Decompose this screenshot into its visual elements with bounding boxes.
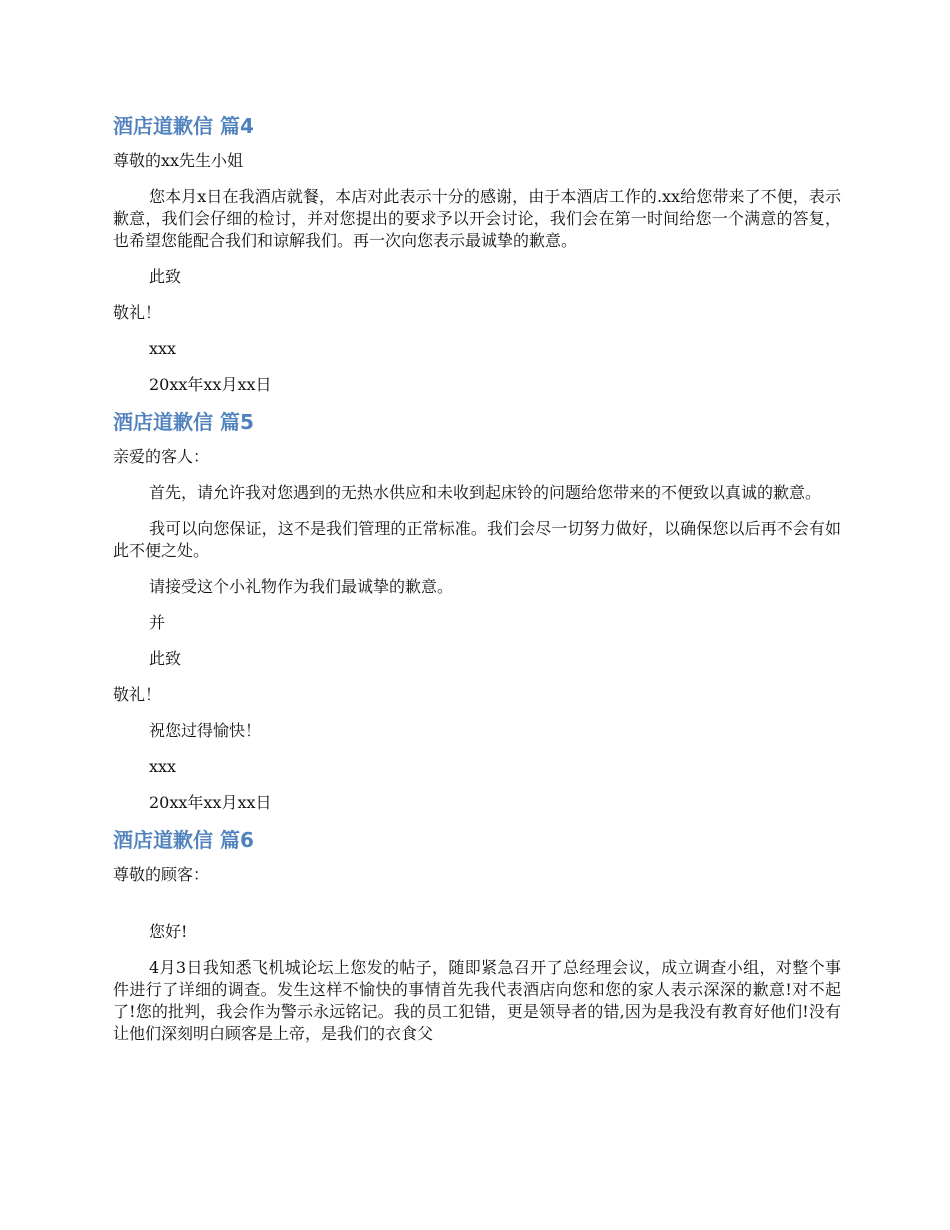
signature-5: xxx [149, 757, 177, 776]
body-paragraph-4-1: 您本月x日在我酒店就餐，本店对此表示十分的感谢，由于本酒店工作的.xx给您带来了不便，表示歉意，我们会仔细的检讨，并对您提出的要求予以开会讨论，我们会在第一时间给您一个满意的答复，也希望您能配合我们和谅解我们。再一次向您表示最诚挚的歉意。 [113, 187, 841, 250]
salutation-5: 亲爱的客人： [113, 447, 210, 466]
body-paragraph-5-3: 请接受这个小礼物作为我们最诚挚的歉意。 [149, 577, 454, 596]
closing-5: 此致 [149, 649, 182, 668]
regards-5: 敬礼！ [113, 685, 162, 704]
signature-4: xxx [149, 339, 177, 358]
body-paragraph-6-1: 4月3日我知悉飞机城论坛上您发的帖子，随即紧急召开了总经理会议，成立调查小组，对整个事件进行了详细的调查。发生这样不愉快的事情首先我代表酒店向您和您的家人表示深深的歉意!对不起了!您的批判，我会作为警示永远铭记。我的员工犯错，更是领导者的错,因为是我没有教育好他们!没有让他们深刻明白顾客是上帝，是我们的衣食父 [113, 958, 841, 1043]
wish-5: 祝您过得愉快！ [149, 721, 262, 740]
greeting-6: 您好! [149, 922, 188, 941]
body-paragraph-5-2: 我可以向您保证，这不是我们管理的正常标准。我们会尽一切努力做好，以确保您以后再不会有如此不便之处。 [113, 519, 841, 560]
extra-line-5: 并 [149, 613, 166, 632]
section-title-4: 酒店道歉信 篇4 [113, 114, 254, 138]
section-title-6: 酒店道歉信 篇6 [113, 828, 254, 852]
date-4: 20xx年xx月xx日 [149, 375, 272, 394]
closing-4: 此致 [149, 267, 182, 286]
document-content [113, 112, 841, 1045]
regards-4: 敬礼！ [113, 303, 162, 322]
salutation-4: 尊敬的xx先生小姐 [113, 151, 244, 170]
salutation-6: 尊敬的顾客： [113, 865, 210, 884]
section-title-5: 酒店道歉信 篇5 [113, 410, 254, 434]
date-5: 20xx年xx月xx日 [149, 793, 272, 812]
body-paragraph-5-1: 首先，请允许我对您遇到的无热水供应和未收到起床铃的问题给您带来的不便致以真诚的歉意。 [149, 483, 822, 502]
